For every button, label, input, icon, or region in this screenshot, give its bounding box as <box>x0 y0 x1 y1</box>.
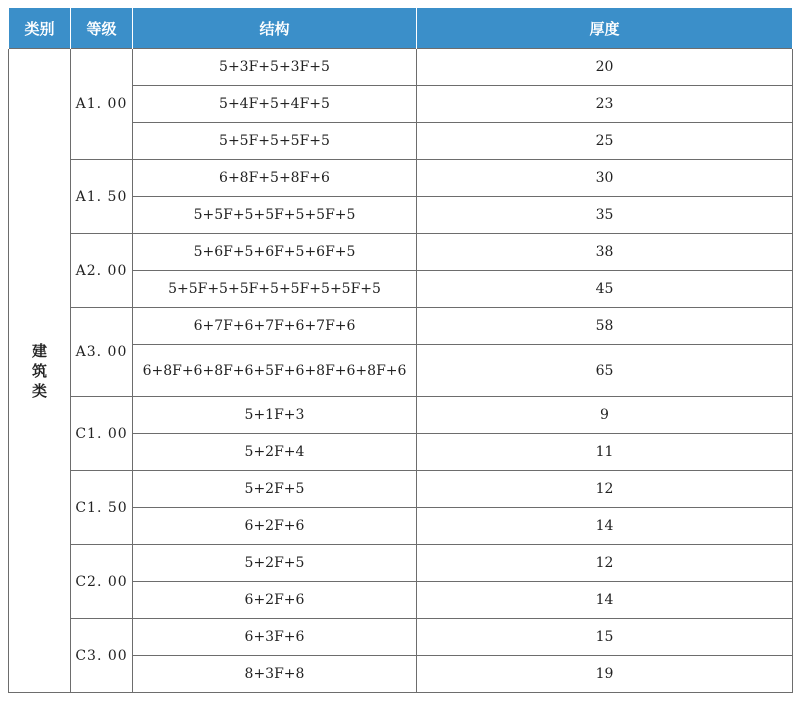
structure-cell: 6+8F+5+8F+6 <box>133 160 417 197</box>
structure-cell: 5+5F+5+5F+5+5F+5+5F+5 <box>133 271 417 308</box>
table-row <box>9 234 793 271</box>
thickness-cell: 12 <box>417 471 793 508</box>
thickness-cell: 38 <box>417 234 793 271</box>
grade-cell: A3. 00 <box>71 308 133 397</box>
header-category: 类别 <box>9 8 71 49</box>
structure-cell: 5+6F+5+6F+5+6F+5 <box>133 234 417 271</box>
structure-cell: 5+1F+3 <box>133 397 417 434</box>
table-row <box>9 160 793 197</box>
header-thickness: 厚度 <box>417 8 793 49</box>
table-row <box>9 49 793 86</box>
thickness-cell: 45 <box>417 271 793 308</box>
thickness-cell: 11 <box>417 434 793 471</box>
structure-cell: 5+5F+5+5F+5+5F+5 <box>133 197 417 234</box>
header-grade: 等级 <box>71 8 133 49</box>
thickness-cell: 20 <box>417 49 793 86</box>
thickness-cell: 65 <box>417 345 793 397</box>
thickness-cell: 14 <box>417 508 793 545</box>
structure-cell: 6+3F+6 <box>133 619 417 656</box>
table-row <box>9 308 793 345</box>
structure-cell: 5+2F+5 <box>133 545 417 582</box>
structure-cell: 5+2F+5 <box>133 471 417 508</box>
glass-structure-table <box>8 8 793 693</box>
grade-cell: C3. 00 <box>71 619 133 693</box>
table-container <box>8 8 792 693</box>
structure-cell: 5+2F+4 <box>133 434 417 471</box>
thickness-cell: 23 <box>417 86 793 123</box>
thickness-cell: 14 <box>417 582 793 619</box>
thickness-cell: 19 <box>417 656 793 693</box>
structure-cell: 8+3F+8 <box>133 656 417 693</box>
thickness-cell: 25 <box>417 123 793 160</box>
structure-cell: 6+8F+6+8F+6+5F+6+8F+6+8F+6 <box>133 345 417 397</box>
structure-cell: 5+4F+5+4F+5 <box>133 86 417 123</box>
grade-cell: C1. 50 <box>71 471 133 545</box>
thickness-cell: 30 <box>417 160 793 197</box>
table-row <box>9 619 793 656</box>
category-cell: 建筑类 <box>9 49 71 693</box>
structure-cell: 5+5F+5+5F+5 <box>133 123 417 160</box>
structure-cell: 6+2F+6 <box>133 508 417 545</box>
header-structure: 结构 <box>133 8 417 49</box>
thickness-cell: 35 <box>417 197 793 234</box>
grade-cell: C1. 00 <box>71 397 133 471</box>
structure-cell: 6+7F+6+7F+6+7F+6 <box>133 308 417 345</box>
thickness-cell: 58 <box>417 308 793 345</box>
grade-cell: A1. 00 <box>71 49 133 160</box>
grade-cell: A1. 50 <box>71 160 133 234</box>
thickness-cell: 12 <box>417 545 793 582</box>
table-row <box>9 397 793 434</box>
structure-cell: 5+3F+5+3F+5 <box>133 49 417 86</box>
grade-cell: C2. 00 <box>71 545 133 619</box>
header-row <box>9 8 793 49</box>
thickness-cell: 9 <box>417 397 793 434</box>
thickness-cell: 15 <box>417 619 793 656</box>
table-row <box>9 471 793 508</box>
table-row <box>9 545 793 582</box>
structure-cell: 6+2F+6 <box>133 582 417 619</box>
grade-cell: A2. 00 <box>71 234 133 308</box>
